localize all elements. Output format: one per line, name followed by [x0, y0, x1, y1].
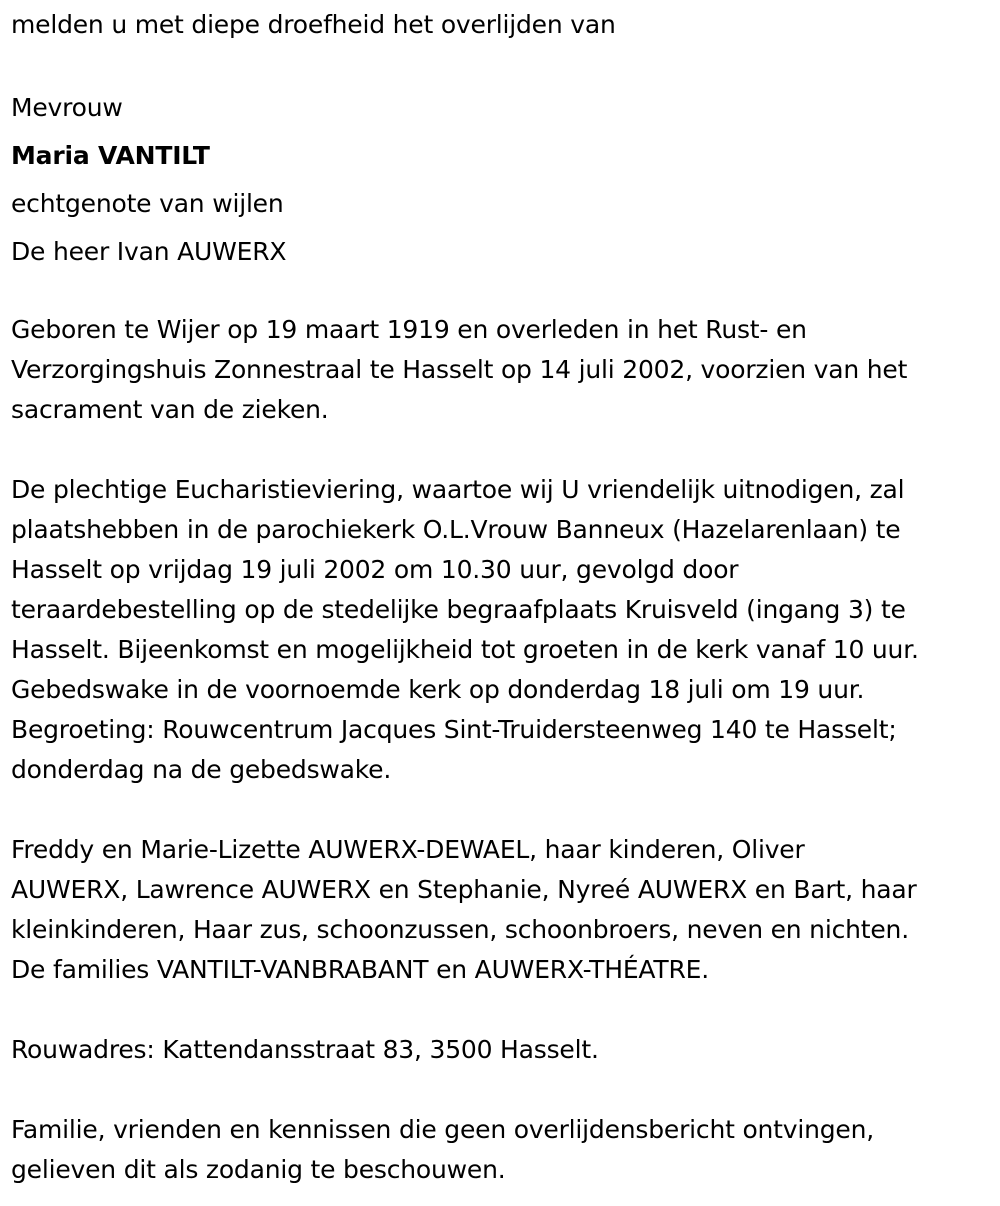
born-paragraph — [11, 310, 907, 430]
paragraph-line: De families VANTILT-VANBRABANT en AUWERX-THÉATRE. — [11, 955, 709, 984]
paragraph-line: Hasselt op vrijdag 19 juli 2002 om 10.30 uur, gevolgd door — [11, 555, 739, 584]
deceased-title: Mevrouw — [11, 93, 123, 122]
deceased-name: Maria VANTILT — [11, 141, 210, 170]
paragraph-line: Familie, vrienden en kennissen die geen overlijdensbericht ontvingen, — [11, 1115, 875, 1144]
paragraph-line: sacrament van de zieken. — [11, 395, 329, 424]
paragraph-line: De plechtige Eucharistieviering, waartoe wij U vriendelijk uitnodigen, zal — [11, 475, 905, 504]
mourning-address: Rouwadres: Kattendansstraat 83, 3500 Hasselt. — [11, 1035, 599, 1064]
paragraph-line: Hasselt. Bijeenkomst en mogelijkheid tot groeten in de kerk vanaf 10 uur. — [11, 635, 919, 664]
paragraph-line: gelieven dit als zodanig te beschouwen. — [11, 1155, 506, 1184]
paragraph-line: plaatshebben in de parochiekerk O.L.Vrouw Banneux (Hazelarenlaan) te — [11, 515, 901, 544]
paragraph-line: teraardebestelling op de stedelijke begraafplaats Kruisveld (ingang 3) te — [11, 595, 906, 624]
paragraph-line: Verzorgingshuis Zonnestraal te Hasselt op 14 juli 2002, voorzien van het — [11, 355, 908, 384]
paragraph-line: kleinkinderen, Haar zus, schoonzussen, schoonbroers, neven en nichten. — [11, 915, 909, 944]
intro-text: melden u met diepe droefheid het overlijden van — [11, 10, 616, 39]
closing-paragraph — [11, 1110, 874, 1190]
paragraph-line: Freddy en Marie-Lizette AUWERX-DEWAEL, haar kinderen, Oliver — [11, 835, 805, 864]
paragraph-line: Begroeting: Rouwcentrum Jacques Sint-Truidersteenweg 140 te Hasselt; — [11, 715, 897, 744]
paragraph-line: Gebedswake in de voornoemde kerk op donderdag 18 juli om 19 uur. — [11, 675, 865, 704]
spouse-line-2: De heer Ivan AUWERX — [11, 237, 287, 266]
paragraph-line: AUWERX, Lawrence AUWERX en Stephanie, Nyreé AUWERX en Bart, haar — [11, 875, 917, 904]
paragraph-line: donderdag na de gebedswake. — [11, 755, 392, 784]
spouse-line-1: echtgenote van wijlen — [11, 189, 284, 218]
ceremony-paragraph — [11, 470, 919, 790]
family-paragraph — [11, 830, 917, 990]
paragraph-line: Geboren te Wijer op 19 maart 1919 en overleden in het Rust- en — [11, 315, 807, 344]
